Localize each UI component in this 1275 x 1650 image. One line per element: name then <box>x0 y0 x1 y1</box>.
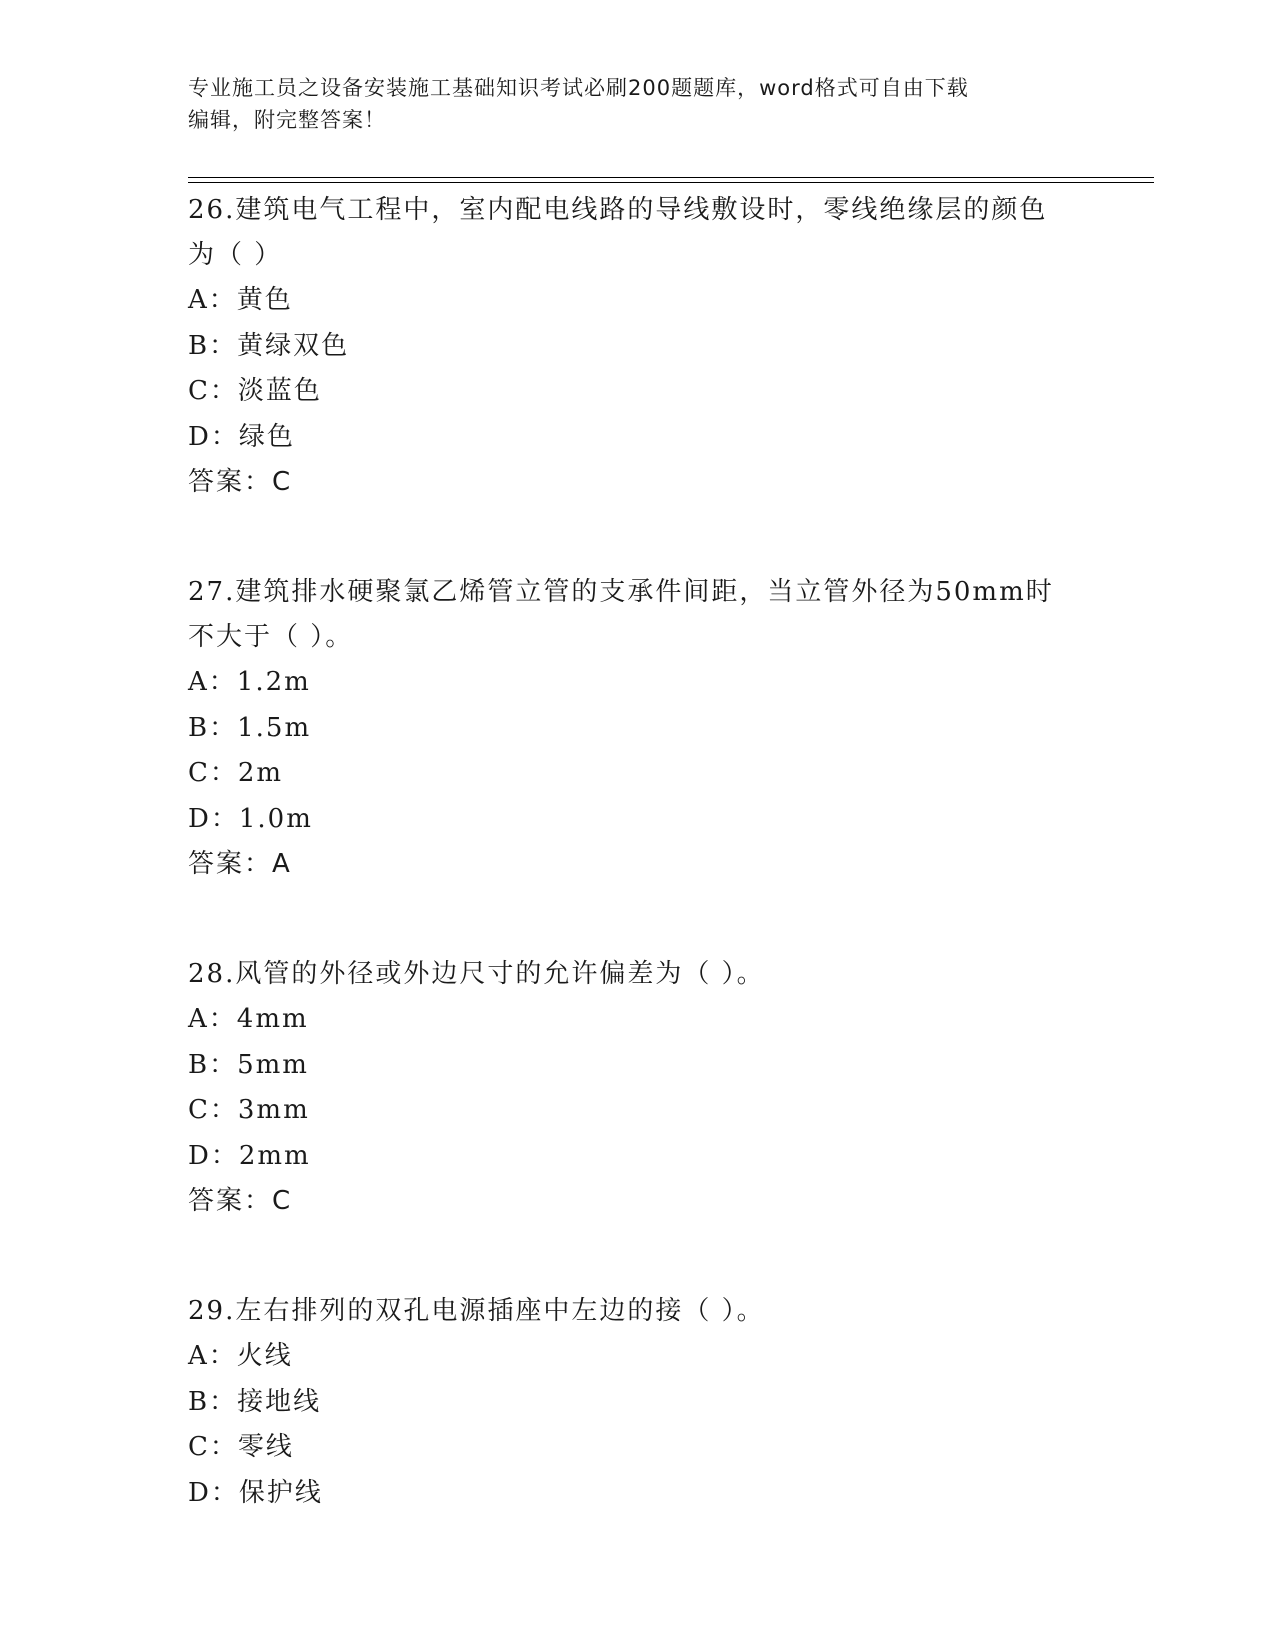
header-divider-top <box>188 177 1154 178</box>
question-text: 28.风管的外径或外边尺寸的允许偏差为（ ）。 <box>188 959 765 989</box>
question-27 <box>188 570 1088 887</box>
header-line-2: 编辑，附完整答案！ <box>188 108 386 132</box>
question-text-continued: 为（ ） <box>188 240 283 270</box>
option-b: B：5mm <box>188 1049 309 1080</box>
question-list <box>188 188 1088 1516</box>
option-d: D：绿色 <box>188 421 295 452</box>
header-divider-bottom <box>188 182 1154 183</box>
option-b: B：1.5m <box>188 712 312 743</box>
option-b: B：黄绿双色 <box>188 330 350 361</box>
option-c: C：零线 <box>188 1432 294 1462</box>
document-header <box>188 72 1068 136</box>
option-d: D：保护线 <box>188 1477 323 1508</box>
question-26 <box>188 188 1088 505</box>
option-b: B：接地线 <box>188 1386 322 1417</box>
answer: 答案：A <box>188 849 292 879</box>
header-line-1: 专业施工员之设备安装施工基础知识考试必刷200题题库，word格式可自由下载 <box>188 76 969 100</box>
option-a: A：4mm <box>188 1004 309 1034</box>
question-text: 27.建筑排水硬聚氯乙烯管立管的支承件间距，当立管外径为50mm时 <box>188 577 1054 607</box>
question-28 <box>188 952 1088 1224</box>
option-c: C：淡蓝色 <box>188 376 322 406</box>
question-text: 26.建筑电气工程中，室内配电线路的导线敷设时，零线绝缘层的颜色 <box>188 195 1048 225</box>
question-29 <box>188 1289 1088 1516</box>
option-d: D：2mm <box>188 1140 311 1171</box>
question-text: 29.左右排列的双孔电源插座中左边的接（ ）。 <box>188 1296 765 1326</box>
option-d: D：1.0m <box>188 803 313 834</box>
question-text-continued: 不大于（ ）。 <box>188 622 354 652</box>
answer: 答案：C <box>188 1186 293 1216</box>
option-a: A：黄色 <box>188 285 293 315</box>
option-c: C：2m <box>188 758 284 788</box>
option-a: A：1.2m <box>188 667 311 697</box>
option-a: A：火线 <box>188 1341 293 1371</box>
answer: 答案：C <box>188 467 293 497</box>
option-c: C：3mm <box>188 1095 310 1125</box>
